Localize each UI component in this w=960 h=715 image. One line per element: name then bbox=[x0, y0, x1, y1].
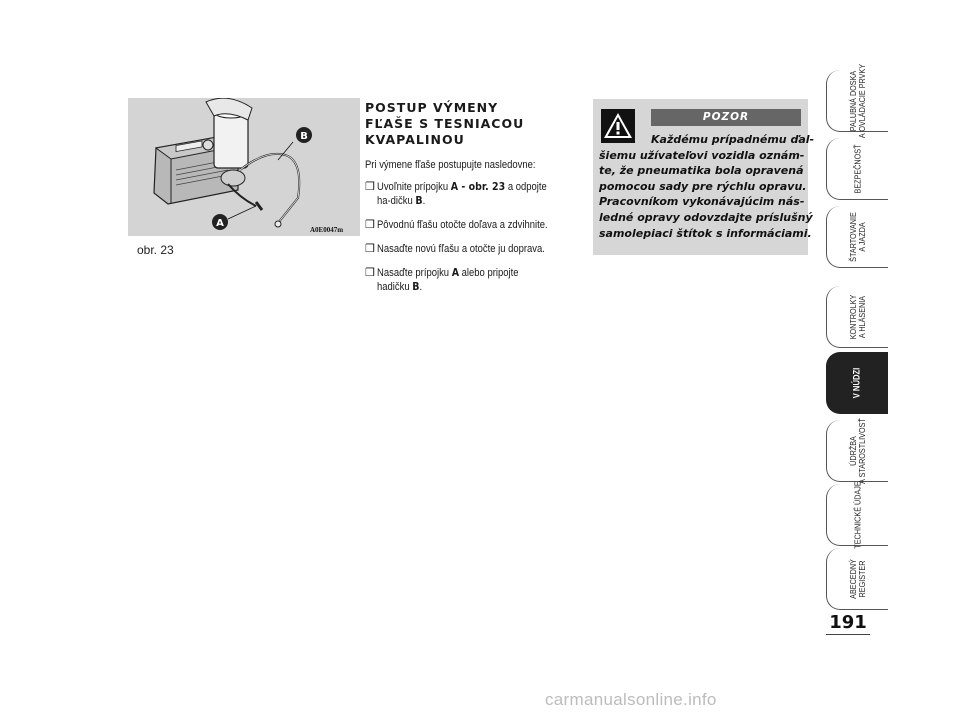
step-item bbox=[365, 242, 580, 256]
chapter-tab-warning-lights[interactable]: KONTROLKY A HLÁSENIA bbox=[826, 286, 888, 348]
warning-box bbox=[593, 99, 815, 255]
chapter-tab-starting-driving[interactable]: ŠTARTOVANIE A JAZDA bbox=[826, 206, 888, 268]
step-text: Nasaďte prípojku A alebo pripojte hadičku B. bbox=[377, 266, 519, 293]
watermark: carmanualsonline.info bbox=[545, 690, 717, 709]
checkbox-bullet-icon: ❒ bbox=[365, 219, 375, 231]
page-number: 191 bbox=[829, 612, 867, 633]
step-item bbox=[365, 180, 580, 208]
chapter-tab-technical-data[interactable]: TECHNICKÉ ÚDAJE bbox=[826, 484, 888, 546]
checkbox-bullet-icon: ❒ bbox=[365, 243, 375, 255]
checkbox-bullet-icon: ❒ bbox=[365, 181, 375, 193]
chapter-tab-maintenance[interactable]: ÚDRŽBA A STAROSTLIVOSŤ bbox=[826, 420, 888, 482]
step-item bbox=[365, 218, 580, 232]
callout-b: B bbox=[300, 131, 308, 142]
callout-a: A bbox=[216, 218, 224, 229]
chapter-tab-emergency[interactable]: V NÚDZI bbox=[826, 352, 888, 414]
checkbox-bullet-icon: ❒ bbox=[365, 267, 375, 279]
page-number-rule bbox=[826, 634, 870, 635]
heading-line: POSTUP VÝMENY bbox=[365, 100, 499, 115]
warning-text: Každému prípadnému ďal- šiemu užívateľovi vozidla oznám- te, že pneumatika bola opravená pomocou sady pre rýchlu opravu. Pracovníkom vykonávajúcim nás- ledné opravy odovzdajte príslušný samolepiaci štítok s informáciami. bbox=[599, 133, 815, 240]
step-text: Pôvodnú fľašu otočte doľava a zdvihnite. bbox=[377, 219, 548, 231]
figure-tire-repair-kit bbox=[128, 98, 360, 236]
procedure-column bbox=[365, 100, 580, 304]
step-text: Uvoľnite prípojku A - obr. 23 a odpojte ha-dičku B. bbox=[377, 180, 547, 207]
heading-line: FĽAŠE S TESNIACOU bbox=[365, 116, 525, 131]
heading-line: KVAPALINOU bbox=[365, 132, 465, 147]
chapter-tabs bbox=[826, 63, 960, 670]
figure-caption: obr. 23 bbox=[137, 243, 174, 257]
figure-code: A0E0047m bbox=[310, 226, 344, 234]
section-heading bbox=[365, 100, 580, 148]
repair-kit-illustration bbox=[128, 98, 360, 236]
chapter-tab-safety[interactable]: BEZPEČNOSŤ bbox=[826, 138, 888, 200]
warning-title: POZOR bbox=[651, 109, 801, 126]
step-item bbox=[365, 266, 580, 294]
intro-text: Pri výmene fľaše postupujte nasledovne: bbox=[365, 159, 536, 171]
step-text: Nasaďte novú fľašu a otočte ju doprava. bbox=[377, 243, 545, 255]
chapter-tab-index[interactable]: ABECEDNÝ REGISTER bbox=[826, 548, 888, 610]
chapter-tab-dashboard[interactable]: PALUBNÁ DOSKA A OVLÁDACIE PRVKY bbox=[826, 70, 888, 132]
